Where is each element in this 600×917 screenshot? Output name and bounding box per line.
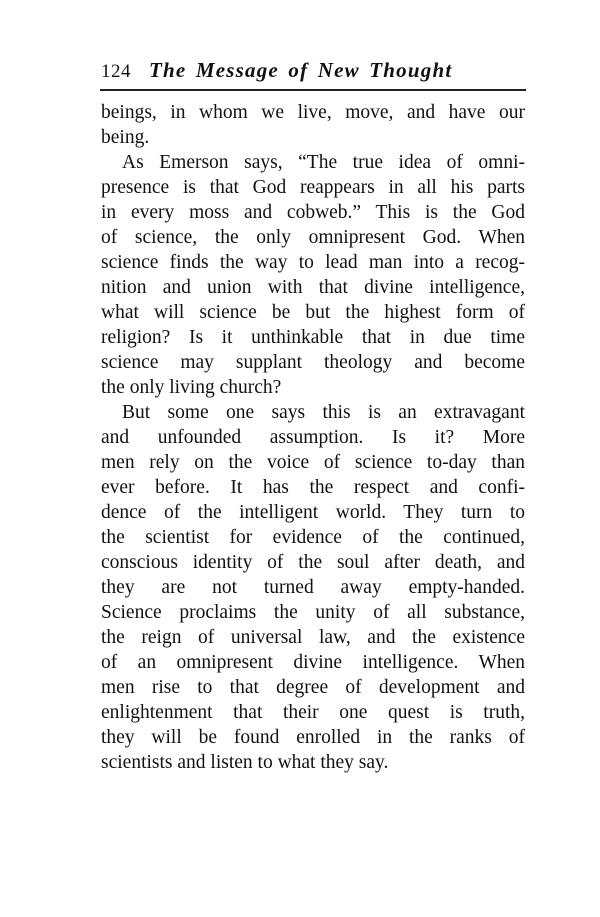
running-header <box>101 58 525 86</box>
paragraph <box>101 150 525 400</box>
text-line: religion? Is it unthinkable that in due time <box>101 327 525 348</box>
running-title: The Message of New Thought <box>149 58 453 82</box>
paragraph <box>101 400 525 775</box>
text-line: science finds the way to lead man into a recog- <box>101 252 525 273</box>
text-line: they will be found enrolled in the ranks of <box>101 727 525 748</box>
text-line: what will science be but the highest form of <box>101 302 525 323</box>
text-line: scientists and listen to what they say. <box>101 752 389 773</box>
text-line: the scientist for evidence of the continued, <box>101 527 525 548</box>
page-number: 124 <box>101 61 131 82</box>
text-line: men rise to that degree of development and <box>101 677 525 698</box>
text-line: science may supplant theology and become <box>101 352 525 373</box>
text-line: presence is that God reappears in all his parts <box>101 177 525 198</box>
text-line: dence of the intelligent world. They turn to <box>101 502 525 523</box>
text-line: conscious identity of the soul after death, and <box>101 552 525 573</box>
text-line: As Emerson says, “The true idea of omni- <box>122 152 525 173</box>
page-body <box>101 100 525 775</box>
text-line: nition and union with that divine intelligence, <box>101 277 525 298</box>
text-line: the reign of universal law, and the existence <box>101 627 525 648</box>
text-line: ever before. It has the respect and confi- <box>101 477 525 498</box>
text-line: of an omnipresent divine intelligence. When <box>101 652 525 673</box>
text-line: in every moss and cobweb.” This is the God <box>101 202 525 223</box>
text-line: and unfounded assumption. Is it? More <box>101 427 525 448</box>
text-line: Science proclaims the unity of all substance, <box>101 602 525 623</box>
text-line: enlightenment that their one quest is truth, <box>101 702 525 723</box>
text-line: men rely on the voice of science to-day than <box>101 452 525 473</box>
text-line: the only living church? <box>101 377 282 398</box>
paragraph <box>101 100 525 150</box>
text-line: beings, in whom we live, move, and have our <box>101 102 525 123</box>
text-line: they are not turned away empty-handed. <box>101 577 525 598</box>
text-line: of science, the only omnipresent God. When <box>101 227 525 248</box>
text-line: being. <box>101 127 150 148</box>
text-line: But some one says this is an extravagant <box>122 402 525 423</box>
header-rule <box>100 89 526 91</box>
